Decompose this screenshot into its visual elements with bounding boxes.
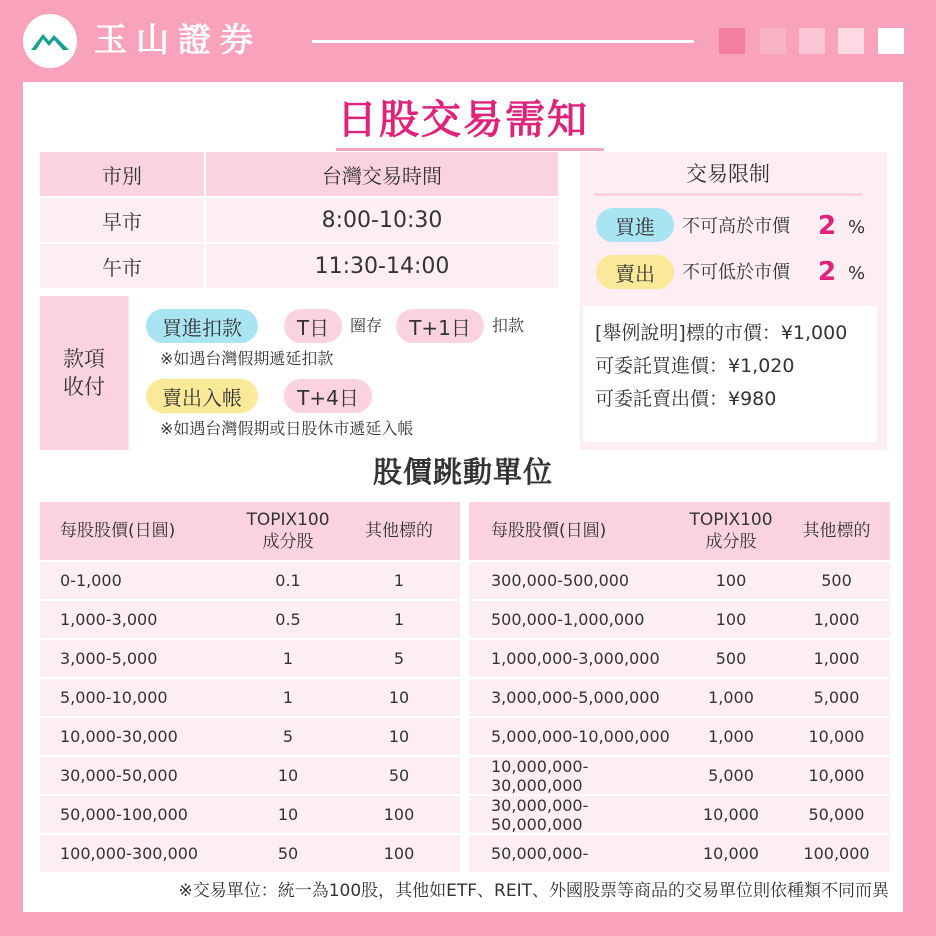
payment-label <box>40 296 128 450</box>
sell-note: ※如遇台灣假期或日股休市遞延入帳 <box>160 419 414 438</box>
footnote: ※交易單位：統一為100股，其他如ETF、REIT、外國股票等商品的交易單位則依種類不同而異 <box>178 881 889 901</box>
t1-day-pill: T+1日 <box>396 309 484 343</box>
t-day-pill: T日 <box>284 309 342 343</box>
market-session: 午市 <box>40 244 204 288</box>
sell-credit-pill: 賣出入帳 <box>146 379 258 413</box>
table-row <box>40 718 460 755</box>
table-row <box>469 835 890 872</box>
other-tick-cell: 10 <box>388 688 410 707</box>
limit-buy-percent: 2 <box>818 211 837 241</box>
topix-tick-cell: 500 <box>715 649 747 668</box>
topix-tick-cell: 100 <box>715 571 747 590</box>
table-row <box>40 679 460 716</box>
topix-tick-cell: 10 <box>277 805 299 824</box>
table-row <box>469 640 890 677</box>
title-underline <box>336 148 604 151</box>
debit-text: 扣款 <box>492 316 525 335</box>
tick-unit-title: 股價跳動單位 <box>372 455 553 489</box>
other-tick-cell: 5,000 <box>813 688 860 707</box>
topix-tick-cell: 5,000 <box>708 766 754 785</box>
other-tick-cell: 5 <box>393 649 405 668</box>
topix-tick-cell: 10,000 <box>703 805 759 824</box>
header-bar <box>0 0 936 82</box>
other-tick-cell: 500 <box>821 571 852 590</box>
mountain-logo-icon <box>30 28 70 54</box>
trading-hours-table <box>40 152 558 290</box>
other-tick-cell: 1 <box>393 571 405 590</box>
other-tick-cell: 10,000 <box>808 766 865 785</box>
decor-square <box>838 28 864 54</box>
topix-tick-cell: 0.1 <box>275 571 301 590</box>
example-line: 可委託買進價：¥1,020 <box>595 355 795 377</box>
content-panel <box>23 82 903 912</box>
table-row <box>40 757 460 794</box>
price-range-cell: 5,000-10,000 <box>60 688 168 707</box>
logo <box>23 14 77 68</box>
payment-label-line: 款項 <box>63 347 105 371</box>
other-tick-cell: 1,000 <box>813 649 860 668</box>
table-row <box>469 757 890 794</box>
price-range-cell: 10,000-30,000 <box>60 727 178 746</box>
topix-tick-cell: 1 <box>282 649 294 668</box>
tick-table-left <box>40 502 460 874</box>
topix-tick-cell: 100 <box>715 610 747 629</box>
price-range-cell: 300,000-500,000 <box>491 571 630 590</box>
trade-limit-title: 交易限制 <box>594 152 862 196</box>
header-divider <box>312 40 694 43</box>
topix-tick-cell: 1 <box>282 688 294 707</box>
decor-square <box>878 28 904 54</box>
header-topix-line: TOPIX100 <box>246 510 330 530</box>
percent-sign: % <box>848 263 866 284</box>
limit-sell-percent: 2 <box>818 257 837 287</box>
table-row <box>40 796 460 833</box>
session-time: 8:00-10:30 <box>206 198 558 242</box>
other-tick-cell: 50 <box>388 766 410 785</box>
price-range-cell: 50,000,000- <box>491 844 589 863</box>
price-range-cell: 100,000-300,000 <box>60 844 199 863</box>
price-range-cell: 30,000,000-50,000,000 <box>491 795 589 834</box>
price-range-cell: 1,000-3,000 <box>60 610 158 629</box>
example-line: [舉例說明]標的市價：¥1,000 <box>595 322 848 344</box>
topix-tick-cell: 1,000 <box>708 727 754 746</box>
header-topix-line: 成分股 <box>262 532 314 552</box>
table-row <box>469 601 890 638</box>
table-header-row <box>40 152 558 196</box>
decor-square <box>799 28 825 54</box>
percent-sign: % <box>848 217 866 238</box>
header-topix <box>679 502 783 560</box>
topix-tick-cell: 1,000 <box>708 688 754 707</box>
table-row <box>40 640 460 677</box>
header-topix <box>238 502 338 560</box>
table-header-row <box>469 502 890 560</box>
topix-tick-cell: 50 <box>277 844 299 863</box>
other-tick-cell: 100 <box>383 844 415 863</box>
header-cell: 市別 <box>40 152 204 196</box>
table-row <box>40 835 460 872</box>
buy-debit-pill: 買進扣款 <box>146 309 258 343</box>
topix-tick-cell: 10 <box>277 766 299 785</box>
hold-text: 圈存 <box>350 316 383 335</box>
header-price: 每股股價(日圓) <box>491 521 607 541</box>
page-title: 日股交易需知 <box>337 97 589 143</box>
price-range-cell: 50,000-100,000 <box>60 805 188 824</box>
table-row <box>40 198 558 242</box>
header-topix-line: TOPIX100 <box>689 510 773 530</box>
payment-label-line: 收付 <box>63 375 105 399</box>
other-tick-cell: 100,000 <box>803 844 870 863</box>
header-other: 其他標的 <box>365 521 433 541</box>
session-time: 11:30-14:00 <box>206 244 558 288</box>
price-range-cell: 30,000-50,000 <box>60 766 178 785</box>
topix-tick-cell: 10,000 <box>703 844 759 863</box>
other-tick-cell: 100 <box>383 805 415 824</box>
table-header-row <box>40 502 460 560</box>
price-range-cell: 10,000,000-30,000,000 <box>491 756 589 795</box>
example-line: 可委託賣出價：¥980 <box>595 388 777 410</box>
price-range-cell: 0-1,000 <box>60 571 122 590</box>
tick-table-right <box>469 502 890 874</box>
decor-square <box>760 28 786 54</box>
price-range-cell: 3,000,000-5,000,000 <box>491 688 660 707</box>
other-tick-cell: 10,000 <box>808 727 865 746</box>
header-topix-line: 成分股 <box>705 532 757 552</box>
market-session: 早市 <box>40 198 204 242</box>
decor-square <box>719 28 745 54</box>
header-other: 其他標的 <box>802 521 871 541</box>
brand-name: 玉山證券 <box>94 20 262 59</box>
payment-details <box>130 296 558 450</box>
topix-tick-cell: 0.5 <box>275 610 301 629</box>
price-range-cell: 1,000,000-3,000,000 <box>491 649 660 668</box>
table-row <box>40 562 460 599</box>
limit-sell-text: 不可低於市價 <box>682 262 790 283</box>
other-tick-cell: 1,000 <box>813 610 860 629</box>
table-row <box>469 562 890 599</box>
table-row <box>469 679 890 716</box>
example-box <box>583 306 877 442</box>
t4-day-pill: T+4日 <box>284 379 372 413</box>
topix-tick-cell: 5 <box>282 727 294 746</box>
header-cell: 台灣交易時間 <box>206 152 558 196</box>
price-range-cell: 5,000,000-10,000,000 <box>491 727 670 746</box>
other-tick-cell: 1 <box>393 610 405 629</box>
price-range-cell: 500,000-1,000,000 <box>491 610 645 629</box>
table-row <box>40 244 558 288</box>
trade-limit-box <box>580 152 887 450</box>
other-tick-cell: 10 <box>388 727 410 746</box>
limit-buy-text: 不可高於市價 <box>682 216 790 237</box>
limit-buy-pill: 買進 <box>596 208 674 242</box>
other-tick-cell: 50,000 <box>808 805 865 824</box>
table-row <box>469 796 890 833</box>
payment-box <box>40 296 558 450</box>
table-row <box>469 718 890 755</box>
price-range-cell: 3,000-5,000 <box>60 649 158 668</box>
header-price: 每股股價(日圓) <box>60 521 176 541</box>
table-row <box>40 601 460 638</box>
limit-sell-pill: 賣出 <box>596 255 674 289</box>
buy-note: ※如遇台灣假期遞延扣款 <box>160 349 334 368</box>
